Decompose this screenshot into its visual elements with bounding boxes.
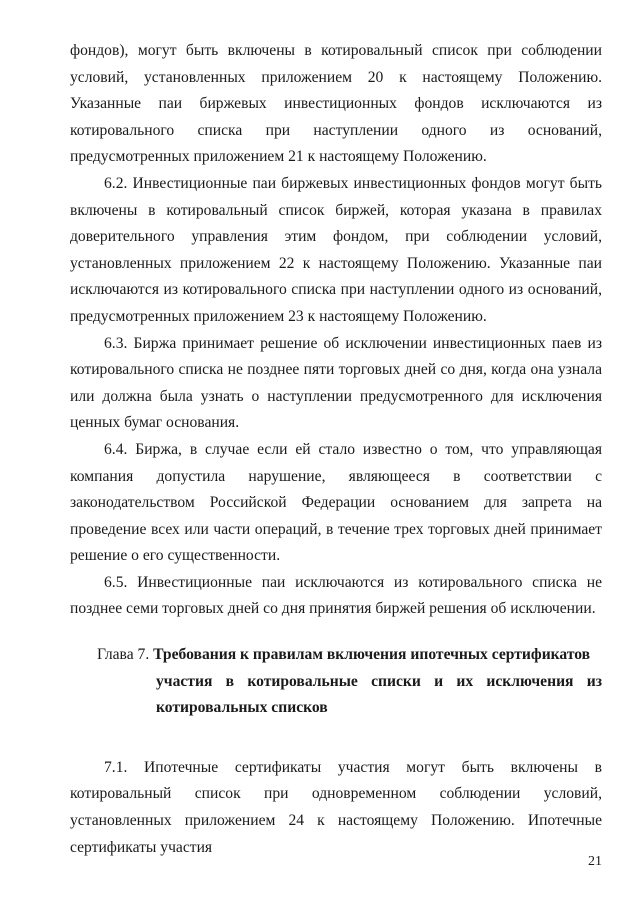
paragraph-continuation: фондов), могут быть включены в котировальный список при соблюдении условий, установленных приложением 20 к настоящему Положению. Указанные паи биржевых инвестиционных фондов исключаются из котировального списка при наступлении одного из оснований, предусмотренных приложением 21 к настоящему Положению. (70, 42, 602, 166)
chapter-title-first: Требования к правилам включения ипотечных сертификатов (153, 646, 591, 664)
chapter-title-rest: участия в котировальные списки и их исключения из котировальных списков (156, 672, 602, 717)
paragraph-6-4: 6.4. Биржа, в случае если ей стало известно о том, что управляющая компания допустила нарушение, являющееся в соответствии с законодательством Российской Федерации основанием для запрета на проведение всех или части операций, в течение трех торговых дней принимает решение о его существенности. (70, 440, 602, 565)
chapter-heading (70, 642, 602, 722)
chapter-heading-line1 (70, 642, 602, 669)
paragraph-6-3: 6.3. Биржа принимает решение об исключении инвестиционных паев из котировального списка не позднее пяти торговых дней со дня, когда она узнала или должна была узнать о наступлении предусмотренного для исключения ценных бумаг основания. (70, 334, 602, 432)
paragraph-7-1: 7.1. Ипотечные сертификаты участия могут быть включены в котировальный список при одновременном соблюдении условий, установленных приложением 24 к настоящему Положению. Ипотечные сертификаты участия (70, 758, 602, 856)
chapter-label: Глава 7. (97, 646, 150, 664)
paragraph-6-5: 6.5. Инвестиционные паи исключаются из котировального списка не позднее семи торговых дней со дня принятия биржей решения об исключении. (70, 573, 602, 618)
paragraph-6-2: 6.2. Инвестиционные паи биржевых инвестиционных фондов могут быть включены в котировальный список биржей, которая указана в правилах доверительного управления этим фондом, при соблюдении условий, установленных приложением 22 к настоящему Положению. Указанные паи исключаются из котировального списка при наступлении одного из оснований, предусмотренных приложением 23 к настоящему Положению. (70, 174, 602, 325)
document-page (70, 38, 602, 861)
page-number: 21 (588, 854, 602, 869)
